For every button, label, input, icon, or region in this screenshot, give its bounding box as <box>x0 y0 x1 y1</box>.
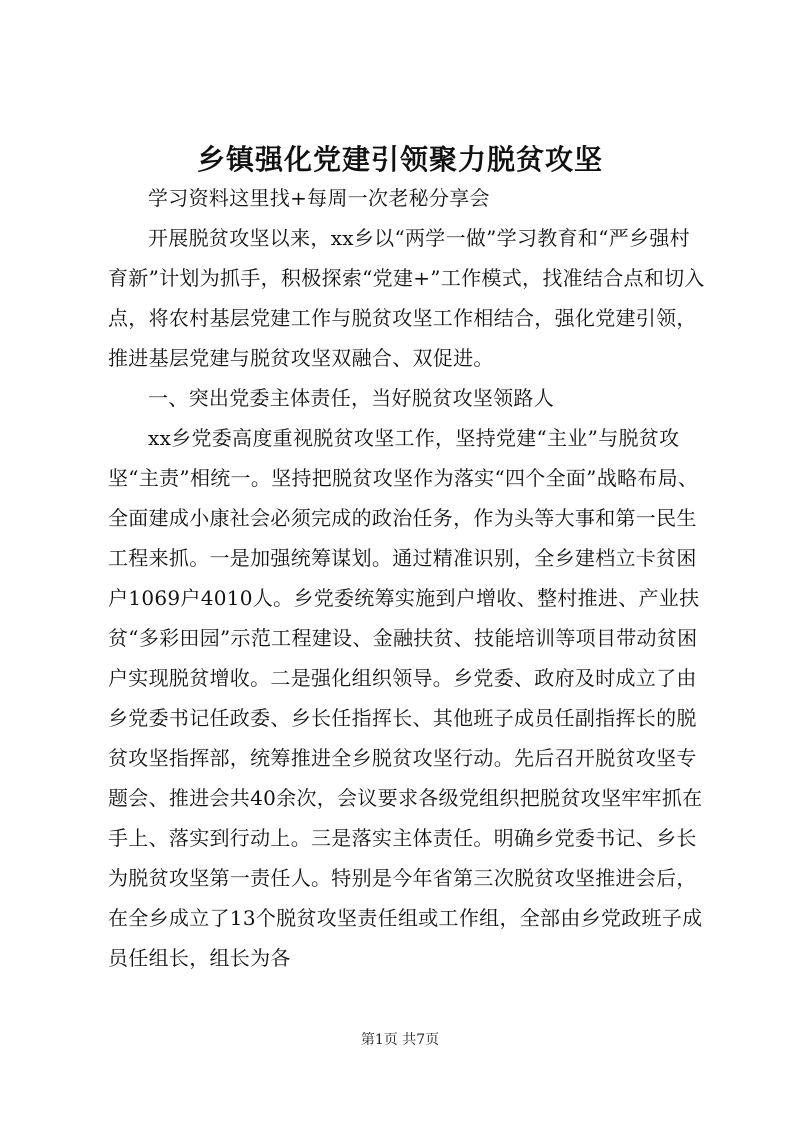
document-title: 乡镇强化党建引领聚力脱贫攻坚 <box>196 143 603 176</box>
intro-paragraph: 开展脱贫攻坚以来，xx乡以“两学一做”学习教育和“严乡强村育新”计划为抓手，积极探索“党建+”工作模式，找准结合点和切入点，将农村基层党建工作与脱贫攻坚工作相结合，强化党建引领，推进基层党建与脱贫攻坚双融合、双促进。 <box>108 226 705 370</box>
section-heading: 一、突出党委主体责任，当好脱贫攻坚领路人 <box>148 386 554 410</box>
document-body <box>108 178 710 978</box>
page-footer: 第1页 共7页 <box>360 1032 440 1048</box>
body-paragraph: xx乡党委高度重视脱贫攻坚工作，坚持党建“主业”与脱贫攻坚“主责”相统一。坚持把脱贫攻坚作为落实“四个全面”战略布局、全面建成小康社会必须完成的政治任务，作为头等大事和第一民生工程来抓。一是加强统筹谋划。通过精准识别，全乡建档立卡贫困户1069户4010人。乡党委统筹实施到户增收、整村推进、产业扶贫“多彩田园”示范工程建设、金融扶贫、技能培训等项目带动贫困户实现脱贫增收。二是强化组织领导。乡党委、政府及时成立了由乡党委书记任政委、乡长任指挥长、其他班子成员任副指挥长的脱贫攻坚指挥部，统筹推进全乡脱贫攻坚行动。先后召开脱贫攻坚专题会、推进会共40余次，会议要求各级党组织把脱贫攻坚牢牢抓在手上、落实到行动上。三是落实主体责任。明确乡党委书记、乡长为脱贫攻坚第一责任人。特别是今年省第三次脱贫攻坚推进会后，在全乡成立了13个脱贫攻坚责任组或工作组，全部由乡党政班子成员任组长，组长为各 <box>108 426 703 970</box>
subtitle-line: 学习资料这里找+每周一次老秘分享会 <box>148 186 490 210</box>
